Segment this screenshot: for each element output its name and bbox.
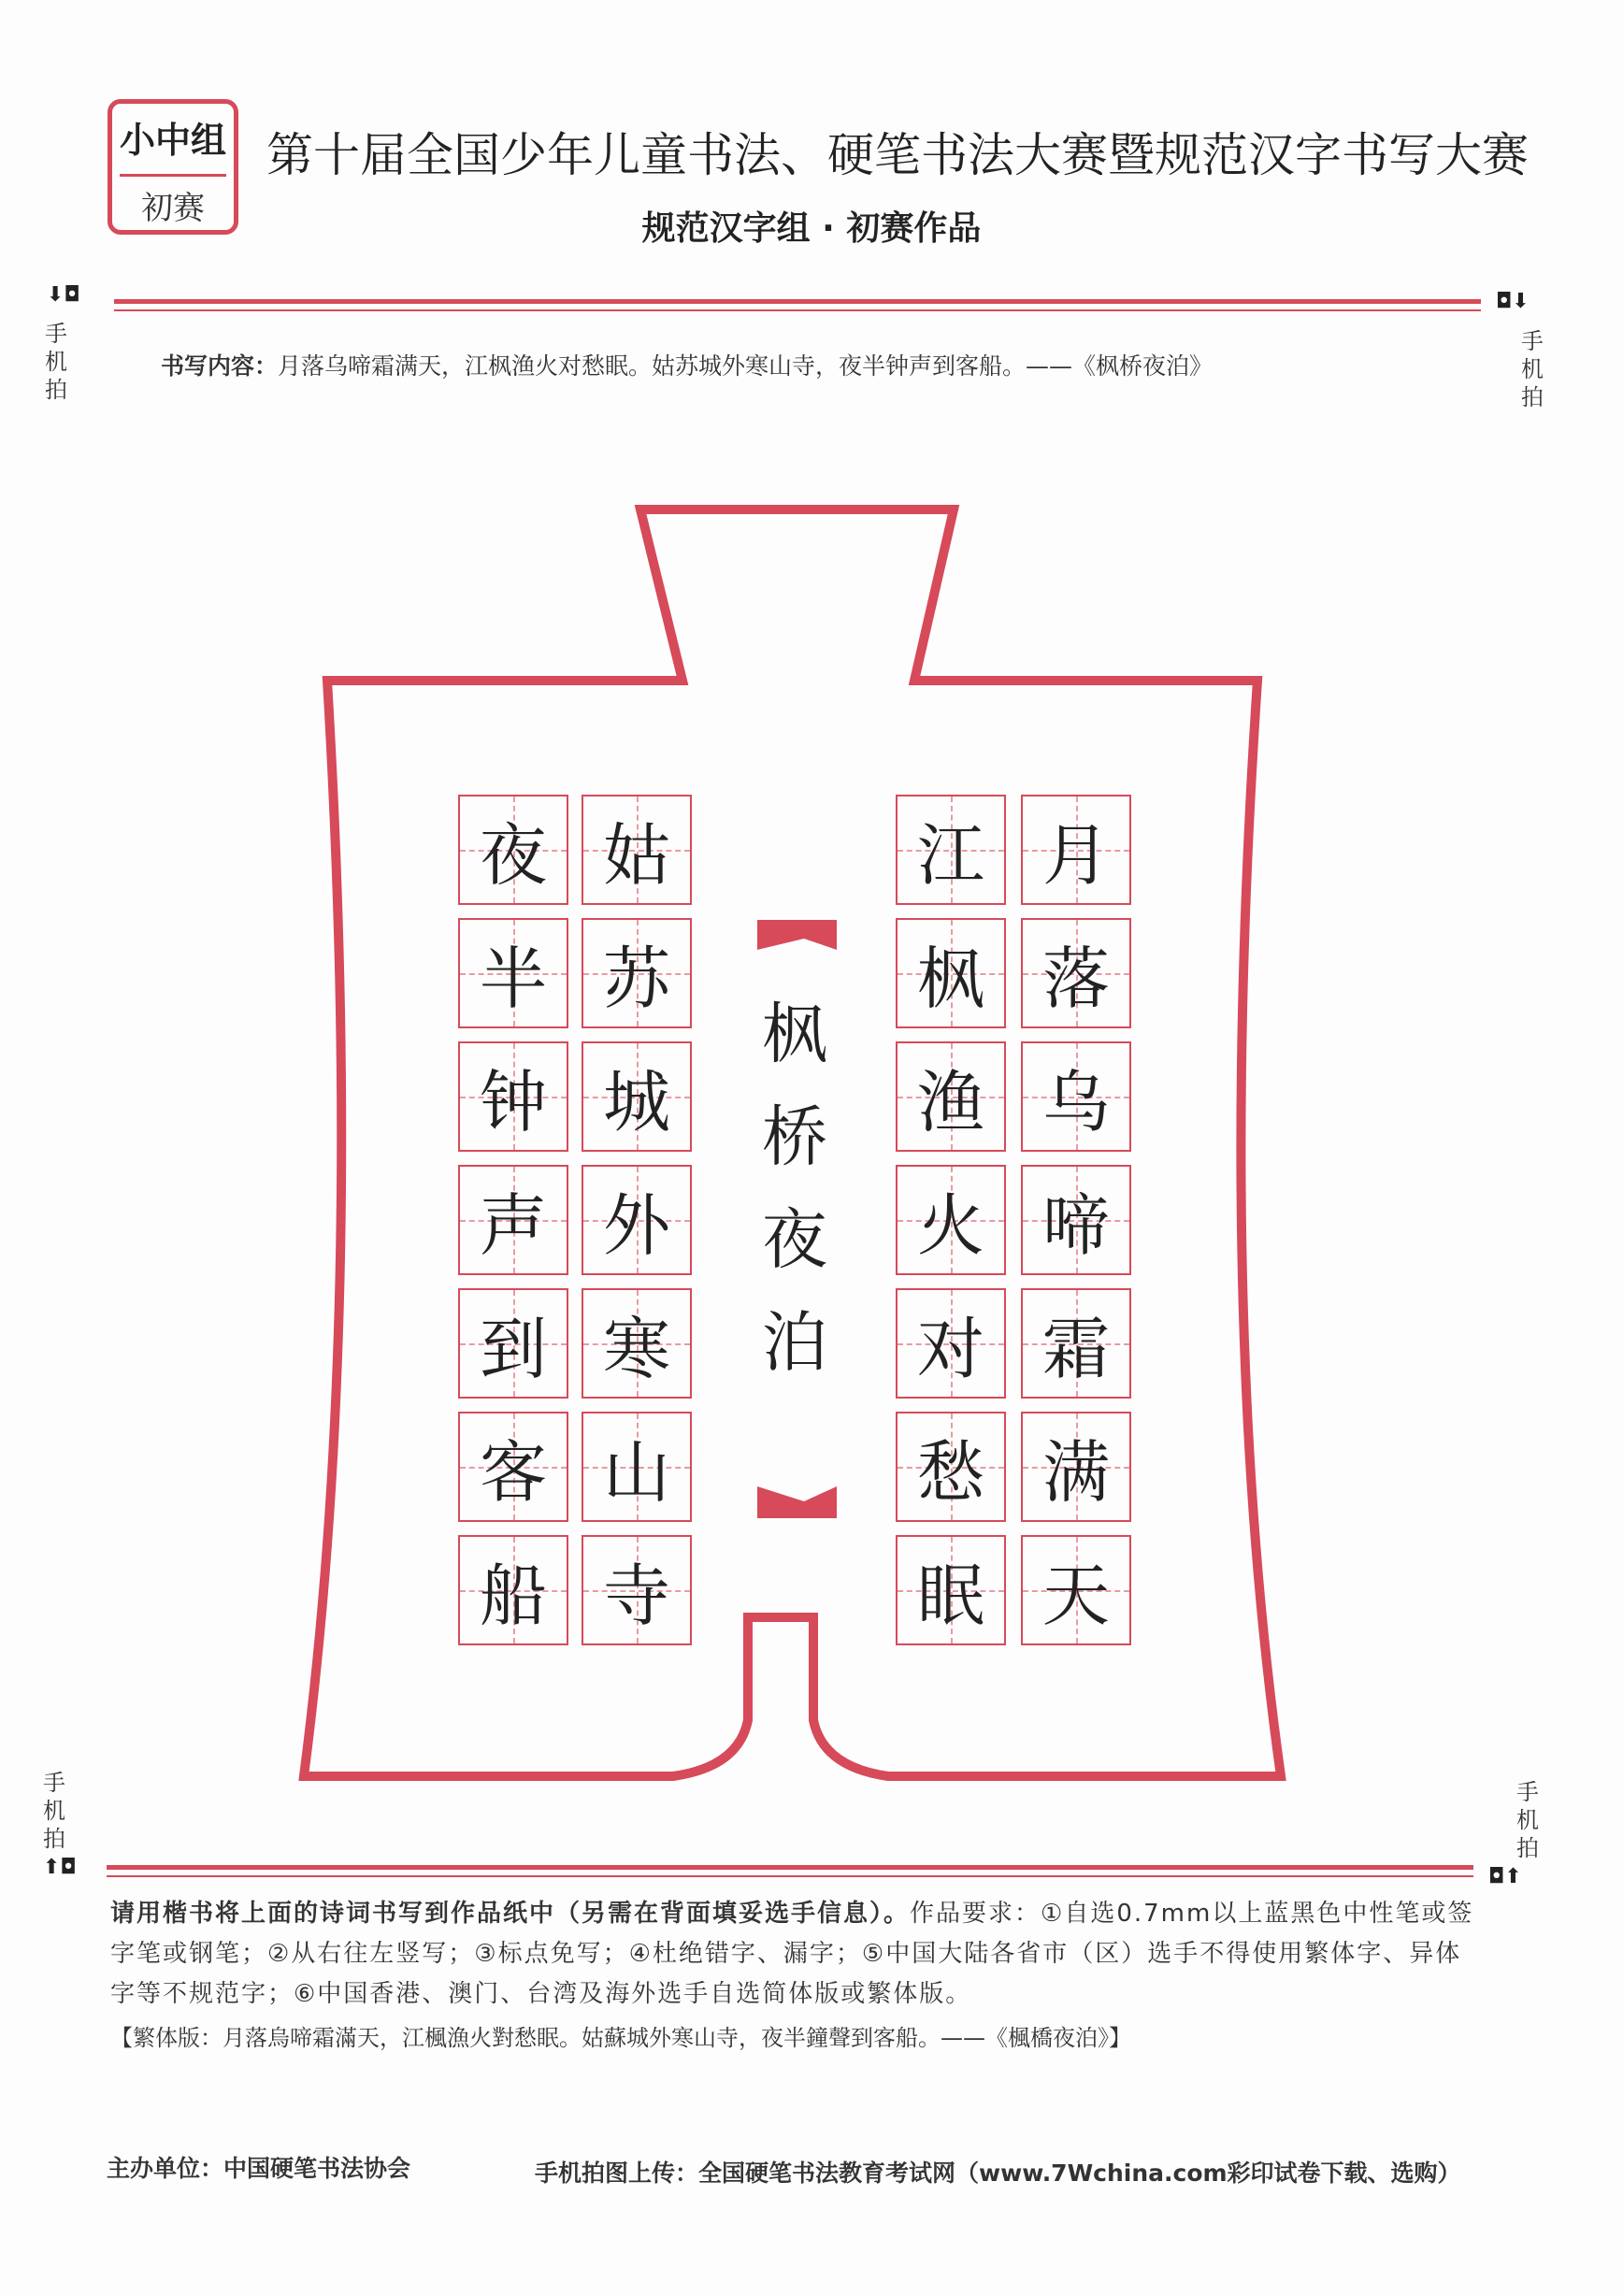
- page-subtitle: 规范汉字组 · 初赛作品: [641, 209, 982, 248]
- grid-cell: [458, 1165, 568, 1275]
- camera-down-icon: ⬇◘: [47, 283, 80, 307]
- side-label-bottom-right: 手机拍: [1516, 1779, 1539, 1861]
- grid-character: 乌: [1041, 1063, 1110, 1141]
- poem-title-char: 泊: [762, 1304, 827, 1381]
- grid-character: 愁: [916, 1433, 984, 1512]
- camera-up-icon: ⬆◘: [43, 1856, 77, 1879]
- grid-cell: [458, 795, 568, 905]
- grid-character: 苏: [602, 940, 670, 1018]
- bottom-rule-2: [107, 1875, 1473, 1877]
- footer-organizer: 主办单位：中国硬笔书法协会: [107, 2155, 411, 2182]
- grid-character: 城: [602, 1063, 670, 1141]
- grid-cell: [896, 1288, 1006, 1399]
- grid-character: 外: [602, 1186, 670, 1265]
- grid-character: 枫: [916, 940, 984, 1018]
- grid-cell: [458, 1412, 568, 1522]
- poem-title-char: 夜: [762, 1201, 827, 1278]
- grid-cell: [1021, 918, 1131, 1028]
- grid-cell: [1021, 1165, 1131, 1275]
- grid-character: 船: [479, 1557, 547, 1635]
- camera-down-icon: ◘⬇: [1496, 290, 1530, 313]
- grid-character: 霜: [1041, 1310, 1110, 1388]
- grid-character: 姑: [602, 816, 670, 895]
- grid-cell: [1021, 1041, 1131, 1152]
- grid-cell: [582, 795, 692, 905]
- grid-character: 夜: [479, 816, 547, 895]
- grid-cell: [1021, 1412, 1131, 1522]
- grid-cell: [582, 1165, 692, 1275]
- grid-character: 满: [1041, 1433, 1110, 1512]
- grid-character: 山: [602, 1433, 670, 1512]
- grid-cell: [458, 1041, 568, 1152]
- grid-cell: [582, 1288, 692, 1399]
- grid-character: 落: [1041, 940, 1110, 1018]
- requirements-text: 作品要求：①自选0.7mm以上蓝黑色中性笔或签字笔或钢笔；②从右往左竖写；③标点免写；④杜绝错字、漏字；⑤中国大陆各省市（区）选手不得使用繁体字、异体字等不规范字；⑥中国香港、澳门、台湾及海外选手自选简体版或繁体版。: [110, 1900, 1474, 2008]
- poem-title-char: 桥: [762, 1098, 827, 1175]
- grid-character: 半: [479, 940, 547, 1018]
- grid-cell: [896, 1041, 1006, 1152]
- grid-character: 钟: [479, 1063, 547, 1141]
- page-title: 第十届全国少年儿童书法、硬笔书法大赛暨规范汉字书写大赛: [266, 128, 1529, 182]
- traditional-version: 【繁体版：月落烏啼霜滿天，江楓漁火對愁眠。姑蘇城外寒山寺，夜半鐘聲到客船。——《楓橋夜泊》】: [110, 2025, 1131, 2051]
- grid-cell: [458, 918, 568, 1028]
- grid-character: 眠: [916, 1557, 984, 1635]
- badge-group: 小中组: [119, 120, 226, 161]
- grid-cell: [896, 1412, 1006, 1522]
- requirements: [110, 1894, 1485, 2015]
- footer-upload: 手机拍图上传：全国硬笔书法教育考试网（www.7Wchina.com彩印试卷下载、选购）: [535, 2160, 1461, 2187]
- grid-character: 寺: [602, 1557, 670, 1635]
- grid-cell: [458, 1535, 568, 1645]
- poem-title-char: 枫: [762, 996, 827, 1072]
- grid-cell: [1021, 795, 1131, 905]
- grid-cell: [1021, 1535, 1131, 1645]
- side-label-bottom-left: 手机拍: [43, 1770, 65, 1852]
- grid-character: 渔: [916, 1063, 984, 1141]
- grid-character: 月: [1041, 816, 1110, 895]
- grid-character: 江: [916, 816, 984, 895]
- writing-content-text: 月落乌啼霜满天，江枫渔火对愁眠。姑苏城外寒山寺，夜半钟声到客船。——《枫桥夜泊》: [278, 352, 1214, 380]
- side-label-top-right: 手机拍: [1521, 328, 1544, 410]
- grid-character: 客: [479, 1433, 547, 1512]
- grid-character: 天: [1041, 1557, 1110, 1635]
- grid-cell: [582, 1535, 692, 1645]
- grid-cell: [458, 1288, 568, 1399]
- grid-character: 火: [916, 1186, 984, 1265]
- grid-character: 到: [479, 1310, 547, 1388]
- grid-character: 对: [916, 1310, 984, 1388]
- grid-cell: [582, 1412, 692, 1522]
- grid-cell: [896, 918, 1006, 1028]
- writing-content-label: 书写内容：: [161, 352, 279, 380]
- grid-cell: [582, 918, 692, 1028]
- title-flag-top: [757, 920, 837, 950]
- grid-cell: [582, 1041, 692, 1152]
- requirements-lead: 请用楷书将上面的诗词书写到作品纸中（另需在背面填妥选手信息）。: [110, 1900, 911, 1928]
- grid-character: 寒: [602, 1310, 670, 1388]
- grid-character: 声: [479, 1186, 547, 1265]
- badge-stage: 初赛: [141, 190, 205, 227]
- title-flag-bottom: [757, 1486, 837, 1518]
- camera-up-icon: ◘⬆: [1488, 1865, 1522, 1888]
- grid-cell: [896, 1535, 1006, 1645]
- grid-cell: [896, 1165, 1006, 1275]
- grid-cell: [1021, 1288, 1131, 1399]
- side-label-top-left: 手机拍: [45, 321, 67, 403]
- grid-cell: [896, 795, 1006, 905]
- bottom-rule: [107, 1865, 1473, 1870]
- grid-character: 啼: [1041, 1186, 1110, 1265]
